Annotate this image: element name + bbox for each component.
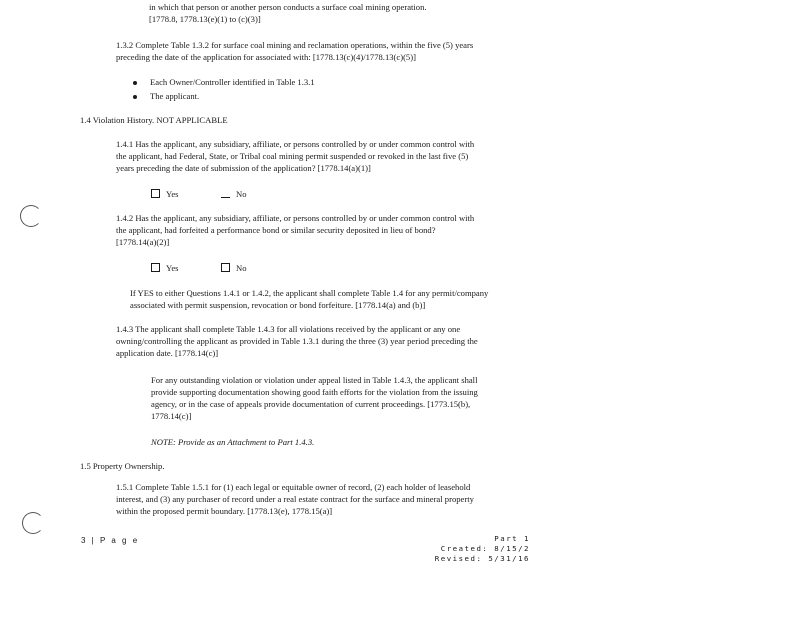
checkbox[interactable] [151,263,160,272]
attachment-note: NOTE: Provide as an Attachment to Part 1.4.3. [151,437,315,447]
section-1-4-2: 1.4.2 Has the applicant, any subsidiary, affiliate, or persons controlled by or under common control with the applicant, had forfeited a performance bond or similar security deposited in lieu of bond? [1778.14(a)(2)] [116,213,475,247]
section-1-3-2: 1.3.2 Complete Table 1.3.2 for surface coal mining and reclamation operations, within the five (5) years preceding the date of the application for associated with: [1778.13(c)(4)/1778.13(c)(5)] [116,40,474,62]
no-option-1-4-2[interactable]: No [221,263,247,275]
yes-option-1-4-1[interactable]: Yes [151,189,179,201]
list-item: The applicant. [133,91,199,103]
bullet-icon [133,81,137,85]
section-1-4-3: 1.4.3 The applicant shall complete Table 1.4.3 for all violations received by the applicant or any one owning/controlling the applicant as provided in Table 1.3.1 during the three (3) year period preceding the application date. [1778.14(c)] [116,324,478,358]
list-item: Each Owner/Controller identified in Table 1.3.1 [133,77,315,89]
checkbox[interactable] [221,263,230,272]
section-1-4-1: 1.4.1 Has the applicant, any subsidiary, affiliate, or persons controlled by or under common control with the applicant, had Federal, State, or Tribal coal mining permit suspended or revoked in the last five (5) years preceding the date of submission of the application? [1778.14(a)(1)] [116,139,475,173]
checkbox[interactable] [221,189,230,198]
if-yes-instruction: If YES to either Questions 1.4.1 or 1.4.2, the applicant shall complete Table 1.4 for any permit/company associated with permit suspension, revocation or bond forfeiture. [1778.14(a) and (b)] [130,288,489,310]
no-option-1-4-1[interactable]: No [221,189,247,201]
footer-revision-block: Part 1 Created: 8/15/2 Revised: 5/31/16 [434,534,530,563]
section-heading-1-4: 1.4 Violation History. NOT APPLICABLE [80,115,228,125]
section-1-5-1: 1.5.1 Complete Table 1.5.1 for (1) each legal or equitable owner of record, (2) each holder of leasehold interest, and (3) any purchaser of record under a real estate contract for the surface and mineral property within the proposed permit boundary. [1778.13(e), 1778.15(a)] [116,482,474,516]
punch-hole [22,512,44,534]
checkbox[interactable] [151,189,160,198]
punch-hole [20,205,42,227]
top-fragment: in which that person or another person conducts a surface coal mining operation. [1778.8, 1778.13(e)(1) to (c)(3)] [149,2,427,24]
outstanding-violation-text: For any outstanding violation or violation under appeal listed in Table 1.4.3, the applicant shall provide supporting documentation showing good faith efforts for the violation from the issuing agency, or in the case of appeals provide documentation of current proceedings. [1773.15(b), 1778.14(c)] [151,375,478,421]
page-number: 3 | P a g e [81,536,140,545]
bullet-icon [133,95,137,99]
yes-option-1-4-2[interactable]: Yes [151,263,179,275]
section-heading-1-5: 1.5 Property Ownership. [80,461,165,471]
